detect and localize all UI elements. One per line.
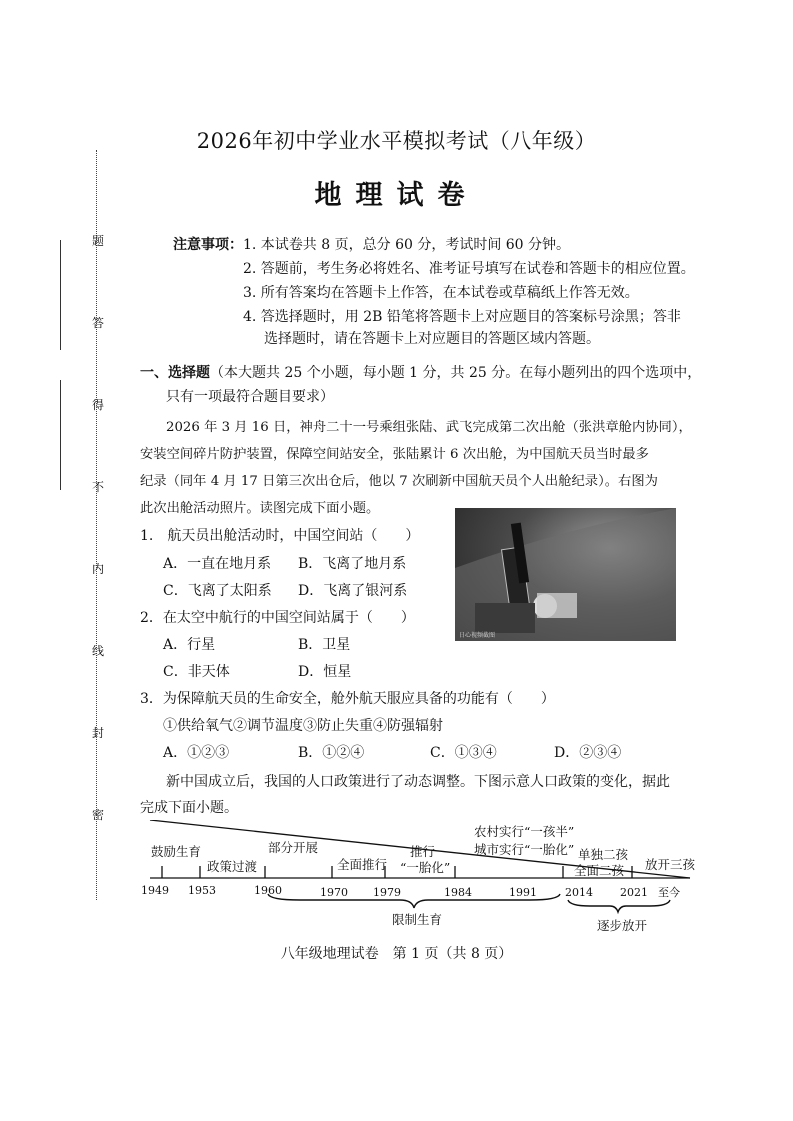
binding-char: 封 (92, 726, 105, 740)
timeline-label: 放开三孩 (645, 857, 696, 872)
option: A．①②③ (163, 745, 230, 761)
section-title: 一、选择题 (140, 365, 210, 381)
timeline-label: 政策过渡 (207, 859, 258, 874)
name-blank-line (60, 240, 61, 350)
spacewalk-photo (455, 508, 676, 641)
note-item: 2. 答题前，考生务必将姓名、准考证号填写在试卷和答题卡的相应位置。 (243, 261, 695, 277)
section-desc: （本大题共 25 个小题，每小题 1 分，共 25 分。在每小题列出的四个选项中， (210, 365, 702, 381)
spacewalk-illustration (455, 508, 676, 641)
timeline-label: 鼓励生育 (151, 844, 202, 859)
brace-relax (568, 900, 670, 912)
timeline-year: 1984 (444, 886, 472, 899)
question-stem: 2．在太空中航行的中国空间站属于（ ） (140, 610, 415, 626)
binding-char: 不 (92, 480, 105, 494)
note-item: 3. 所有答案均在答题卡上作答，在本试卷或草稿纸上作答无效。 (243, 285, 639, 301)
timeline-year: 1970 (320, 886, 348, 899)
question-stem: 3．为保障航天员的生命安全，舱外航天服应具备的功能有（ ） (140, 691, 555, 707)
timeline-year: 1979 (373, 886, 401, 899)
option: A．行星 (163, 637, 216, 653)
notes-label: 注意事项： (173, 237, 243, 253)
question-stem: 1. 航天员出舱活动时，中国空间站（ ） (140, 528, 420, 544)
binding-char: 内 (92, 562, 105, 576)
binding-char: 密 (92, 808, 105, 822)
timeline-label: “一胎化” (400, 860, 451, 875)
option: D．飞离了银河系 (298, 583, 408, 599)
binding-line (96, 150, 109, 900)
question-sub: ①供给氧气②调节温度③防止失重④防强辐射 (163, 718, 443, 734)
binding-char: 线 (92, 644, 105, 658)
option: D．恒星 (298, 664, 352, 680)
passage-line: 此次出舱活动照片。读图完成下面小题。 (140, 501, 380, 516)
note-item: 1. 本试卷共 8 页，总分 60 分，考试时间 60 分钟。 (243, 237, 571, 253)
timeline-label: 农村实行“一孩半” (474, 824, 575, 839)
section-desc-line2: 只有一项最符合题目要求） (166, 389, 334, 405)
class-blank-line (60, 380, 61, 490)
option: B．①②④ (298, 745, 365, 761)
note-item: 选择题时，请在答题卡上对应题目的答题区域内答题。 (264, 331, 600, 347)
subject-title: 地理试卷 (314, 180, 479, 211)
timeline-year: 2014 (565, 886, 593, 899)
timeline-label: 全面推行 (337, 857, 388, 872)
page-footer: 八年级地理试卷 第 1 页（共 8 页） (280, 946, 513, 962)
binding-char: 题 (92, 234, 105, 248)
timeline-label: 城市实行“一胎化” (474, 842, 575, 857)
option: C．飞离了太阳系 (163, 583, 272, 599)
option: D．②③④ (554, 745, 622, 761)
option: C．①③④ (430, 745, 497, 761)
timeline-year: 1953 (188, 884, 216, 897)
timeline-year: 至今 (658, 886, 680, 899)
option: B．卫星 (298, 637, 351, 653)
timeline-year: 2021 (620, 886, 648, 899)
passage-line: 完成下面小题。 (140, 800, 238, 816)
timeline-year: 1949 (141, 884, 169, 897)
exam-title: 2026年初中学业水平模拟考试（八年级） (196, 129, 597, 153)
timeline-label: 部分开展 (268, 840, 319, 855)
passage-line: 纪录（同年 4 月 17 日第三次出仓后，他以 7 次刷新中国航天员个人出舱纪录）。右图为 (140, 474, 658, 489)
timeline-year: 1991 (509, 886, 537, 899)
brace-label-restrict: 限制生育 (392, 912, 443, 927)
passage-line: 安装空间碎片防护装置，保障空间站安全，张陆累计 6 次出舱，为中国航天员当时最多 (140, 447, 649, 462)
option: A．一直在地月系 (163, 556, 272, 572)
timeline-label: 推行 (410, 844, 436, 859)
timeline-label: 单独二孩 (578, 847, 629, 862)
passage-line: 新中国成立后，我国的人口政策进行了动态调整。下图示意人口政策的变化，据此 (166, 774, 670, 790)
note-item: 4. 答选择题时，用 2B 铅笔将答题卡上对应题目的答案标号涂黑；答非 (243, 309, 681, 325)
timeline-label: 全面二孩 (574, 863, 625, 878)
binding-char: 得 (92, 398, 105, 412)
photo-caption: 日心视频截图 (459, 632, 496, 639)
binding-char: 答 (92, 316, 105, 330)
passage-line: 2026 年 3 月 16 日，神舟二十一号乘组张陆、武飞完成第二次出舱（张洪章舱内协同）， (166, 420, 692, 435)
brace-label-relax: 逐步放开 (597, 918, 648, 933)
option: B．飞离了地月系 (298, 556, 407, 572)
timeline-year: 1960 (254, 884, 282, 897)
option: C．非天体 (163, 664, 230, 680)
section-heading (140, 362, 701, 382)
